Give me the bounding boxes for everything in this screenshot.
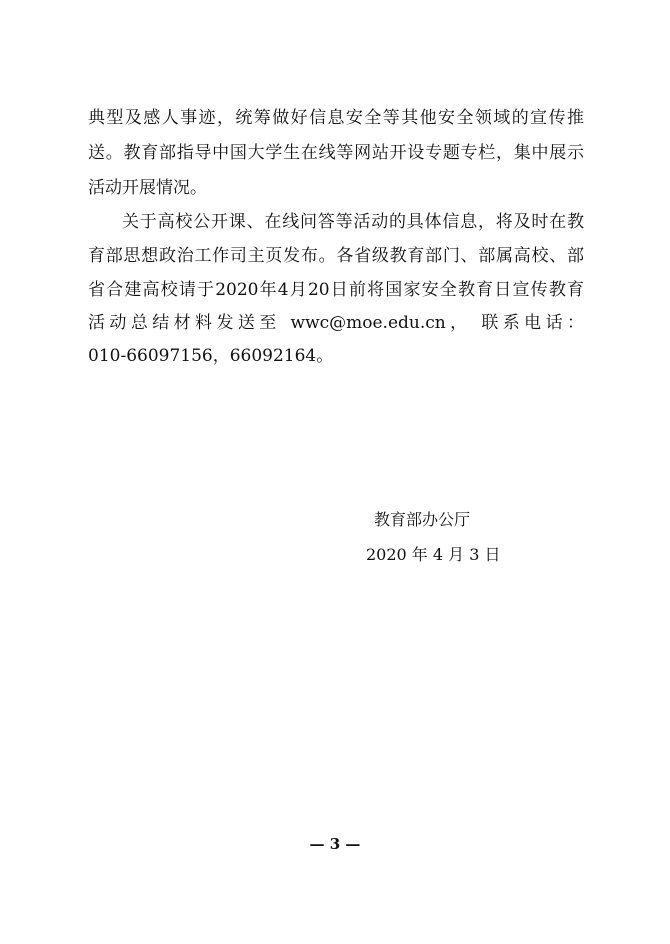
page-number: — 3 —: [309, 835, 361, 853]
body-line-8: 010-66097156，66092164。: [88, 346, 334, 366]
body-line-4: 关于高校公开课、在线问答等活动的具体信息，将及时在教: [122, 212, 584, 232]
body-line-5: 育部思想政治工作司主页发布。各省级教育部门、部属高校、部: [88, 246, 584, 266]
body-line-7: 活动总结材料发送至 wwc@moe.edu.cn， 联系电话：: [88, 313, 584, 333]
body-line-2: 送。教育部指导中国大学生在线等网站开设专题专栏，集中展示: [88, 143, 584, 163]
signature-date: 2020 年 4 月 3 日: [366, 545, 501, 564]
signature-issuer: 教育部办公厅: [374, 510, 471, 529]
body-line-6: 省合建高校请于2020年4月20日前将国家安全教育日宣传教育: [88, 280, 584, 300]
body-line-1: 典型及感人事迹，统筹做好信息安全等其他安全领域的宣传推: [88, 108, 584, 128]
body-line-3: 活动开展情况。: [88, 178, 207, 198]
